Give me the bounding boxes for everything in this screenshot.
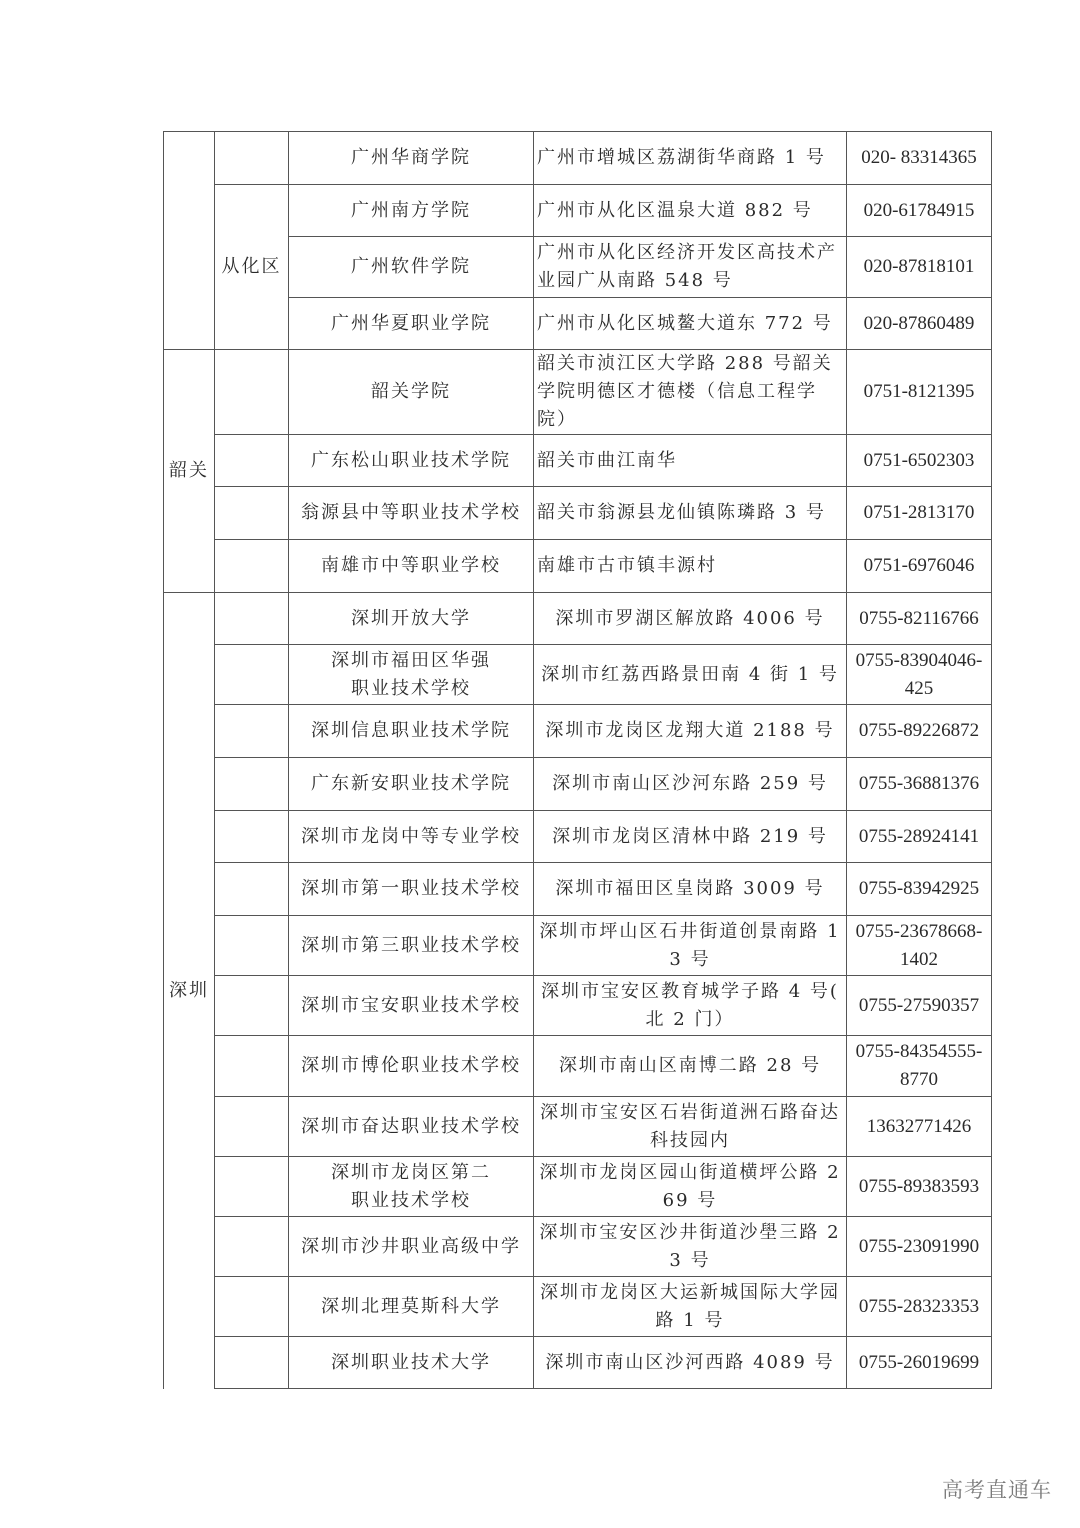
table-row (164, 1277, 992, 1337)
phone-cell: 0751-2813170 (847, 487, 992, 540)
school-name-cell (289, 976, 534, 1036)
phone-cell: 0755-82116766 (847, 593, 992, 645)
phone-cell: 0751-8121395 (847, 350, 992, 435)
school-name-line: 深圳职业技术大学 (331, 1351, 491, 1373)
school-name-line: 南雄市中等职业学校 (321, 555, 501, 576)
address-cell: 韶关市翁源县龙仙镇陈璘路 3 号 (534, 487, 847, 540)
address-cell: 深圳市宝安区沙井街道沙壆三路 23 号 (534, 1217, 847, 1277)
table-row (164, 645, 992, 705)
phone-cell: 0755-28323353 (847, 1277, 992, 1337)
watermark-label: 高考直通车 (942, 1478, 1052, 1502)
address-cell: 韶关市浈江区大学路 288 号韶关学院明德区才德楼（信息工程学院） (534, 350, 847, 435)
school-name-line: 深圳市宝安职业技术学校 (301, 994, 521, 1016)
phone-cell: 0755-23091990 (847, 1217, 992, 1277)
table-row (164, 132, 992, 185)
school-name-cell (289, 645, 534, 705)
district-cell (215, 435, 289, 487)
school-name-line: 深圳北理莫斯科大学 (321, 1295, 501, 1317)
table-row (164, 540, 992, 593)
address-cell: 深圳市龙岗区园山街道横坪公路 269 号 (534, 1157, 847, 1217)
school-name-cell (289, 1337, 534, 1389)
school-name-cell (289, 916, 534, 976)
district-cell (215, 350, 289, 435)
table-row (164, 593, 992, 645)
school-name-line: 深圳市博伦职业技术学校 (301, 1055, 521, 1076)
table-row (164, 298, 992, 350)
school-name-cell (289, 811, 534, 863)
address-cell: 深圳市南山区南博二路 28 号 (534, 1036, 847, 1097)
school-name-cell (289, 350, 534, 435)
school-directory-table (163, 131, 992, 1389)
school-name-cell (289, 540, 534, 593)
phone-cell: 0755-28924141 (847, 811, 992, 863)
school-name-line: 深圳开放大学 (351, 607, 471, 629)
table-row (164, 916, 992, 976)
table-body (164, 132, 992, 1389)
district-cell (215, 132, 289, 185)
school-name-cell (289, 863, 534, 916)
district-cell (215, 1217, 289, 1277)
address-cell: 深圳市龙岗区龙翔大道 2188 号 (534, 705, 847, 758)
school-name-line: 广州华商学院 (351, 147, 471, 168)
phone-cell: 0755-89226872 (847, 705, 992, 758)
phone-cell: 0755-83904046- 425 (847, 645, 992, 705)
school-name-line: 深圳信息职业技术学院 (311, 720, 511, 741)
district-cell: 从化区 (215, 185, 289, 350)
city-cell: 深圳 (164, 593, 215, 1389)
school-name-cell (289, 1277, 534, 1337)
table-row (164, 1097, 992, 1157)
school-name-line: 广州华夏职业学院 (331, 312, 491, 334)
city-cell: 韶关 (164, 350, 215, 593)
district-cell (215, 811, 289, 863)
school-name-cell (289, 487, 534, 540)
district-cell (215, 1337, 289, 1389)
address-cell: 深圳市福田区皇岗路 3009 号 (534, 863, 847, 916)
address-cell: 广州市从化区温泉大道 882 号 (534, 185, 847, 237)
school-name-cell (289, 593, 534, 645)
table-row (164, 185, 992, 237)
address-cell: 广州市从化区城鳌大道东 772 号 (534, 298, 847, 350)
address-cell: 深圳市龙岗区清林中路 219 号 (534, 811, 847, 863)
school-name-line: 翁源县中等职业技术学校 (301, 502, 521, 523)
district-cell (215, 758, 289, 811)
address-cell: 韶关市曲江南华 (534, 435, 847, 487)
address-cell: 深圳市红荔西路景田南 4 街 1 号 (534, 645, 847, 705)
school-name-line: 职业技术学校 (351, 1189, 471, 1211)
school-name-cell (289, 1097, 534, 1157)
phone-cell: 13632771426 (847, 1097, 992, 1157)
address-cell: 深圳市坪山区石井街道创景南路 13 号 (534, 916, 847, 976)
phone-cell: 020-87818101 (847, 237, 992, 298)
phone-cell: 0755-26019699 (847, 1337, 992, 1389)
table-row (164, 976, 992, 1036)
district-cell (215, 487, 289, 540)
school-name-cell (289, 1036, 534, 1097)
district-cell (215, 916, 289, 976)
school-name-line: 韶关学院 (371, 381, 451, 402)
table-row (164, 1157, 992, 1217)
school-name-cell (289, 237, 534, 298)
school-name-cell (289, 185, 534, 237)
school-name-line: 广东新安职业技术学院 (311, 773, 511, 794)
address-cell: 广州市增城区荔湖街华商路 1 号 (534, 132, 847, 185)
school-name-cell (289, 298, 534, 350)
district-cell (215, 645, 289, 705)
phone-cell: 020-61784915 (847, 185, 992, 237)
phone-cell: 0755-89383593 (847, 1157, 992, 1217)
address-cell: 深圳市宝安区教育城学子路 4 号( 北 2 门） (534, 976, 847, 1036)
city-cell (164, 132, 215, 350)
school-name-line: 深圳市龙岗中等专业学校 (301, 825, 521, 847)
table-row (164, 705, 992, 758)
school-name-line: 深圳市沙井职业高级中学 (301, 1235, 521, 1257)
table-row (164, 758, 992, 811)
district-cell (215, 1277, 289, 1337)
table-row (164, 1036, 992, 1097)
district-cell (215, 540, 289, 593)
address-cell: 深圳市罗湖区解放路 4006 号 (534, 593, 847, 645)
school-name-line: 广州南方学院 (351, 199, 471, 221)
phone-cell: 0755-84354555- 8770 (847, 1036, 992, 1097)
district-cell (215, 705, 289, 758)
school-name-line: 广州软件学院 (351, 256, 471, 277)
phone-cell: 020- 83314365 (847, 132, 992, 185)
district-cell (215, 1036, 289, 1097)
school-name-line: 职业技术学校 (351, 677, 471, 699)
school-name-line: 深圳市龙岗区第二 (331, 1161, 491, 1183)
district-cell (215, 593, 289, 645)
school-name-cell (289, 435, 534, 487)
phone-cell: 020-87860489 (847, 298, 992, 350)
school-name-cell (289, 758, 534, 811)
school-name-line: 广东松山职业技术学院 (311, 449, 511, 471)
address-cell: 深圳市龙岗区大运新城国际大学园路 1 号 (534, 1277, 847, 1337)
district-cell (215, 863, 289, 916)
phone-cell: 0755-36881376 (847, 758, 992, 811)
district-cell (215, 1097, 289, 1157)
school-name-cell (289, 1157, 534, 1217)
district-cell (215, 976, 289, 1036)
address-cell: 深圳市宝安区石岩街道洲石路奋达科技园内 (534, 1097, 847, 1157)
table-row (164, 350, 992, 435)
table-row (164, 487, 992, 540)
school-name-line: 深圳市第一职业技术学校 (301, 878, 521, 899)
table-row (164, 435, 992, 487)
phone-cell: 0755-27590357 (847, 976, 992, 1036)
school-name-line: 深圳市第三职业技术学校 (301, 934, 521, 956)
school-name-cell (289, 705, 534, 758)
address-cell: 深圳市南山区沙河西路 4089 号 (534, 1337, 847, 1389)
table-row (164, 1337, 992, 1389)
phone-cell: 0755-83942925 (847, 863, 992, 916)
school-name-cell (289, 132, 534, 185)
table-row (164, 237, 992, 298)
phone-cell: 0751-6976046 (847, 540, 992, 593)
school-name-line: 深圳市福田区华强 (331, 649, 491, 671)
table-row (164, 863, 992, 916)
address-cell: 南雄市古市镇丰源村 (534, 540, 847, 593)
phone-cell: 0751-6502303 (847, 435, 992, 487)
table-row (164, 1217, 992, 1277)
district-cell (215, 1157, 289, 1217)
school-name-cell (289, 1217, 534, 1277)
phone-cell: 0755-23678668- 1402 (847, 916, 992, 976)
table-row (164, 811, 992, 863)
address-cell: 深圳市南山区沙河东路 259 号 (534, 758, 847, 811)
school-name-line: 深圳市奋达职业技术学校 (301, 1115, 521, 1137)
address-cell: 广州市从化区经济开发区高技术产业园广从南路 548 号 (534, 237, 847, 298)
